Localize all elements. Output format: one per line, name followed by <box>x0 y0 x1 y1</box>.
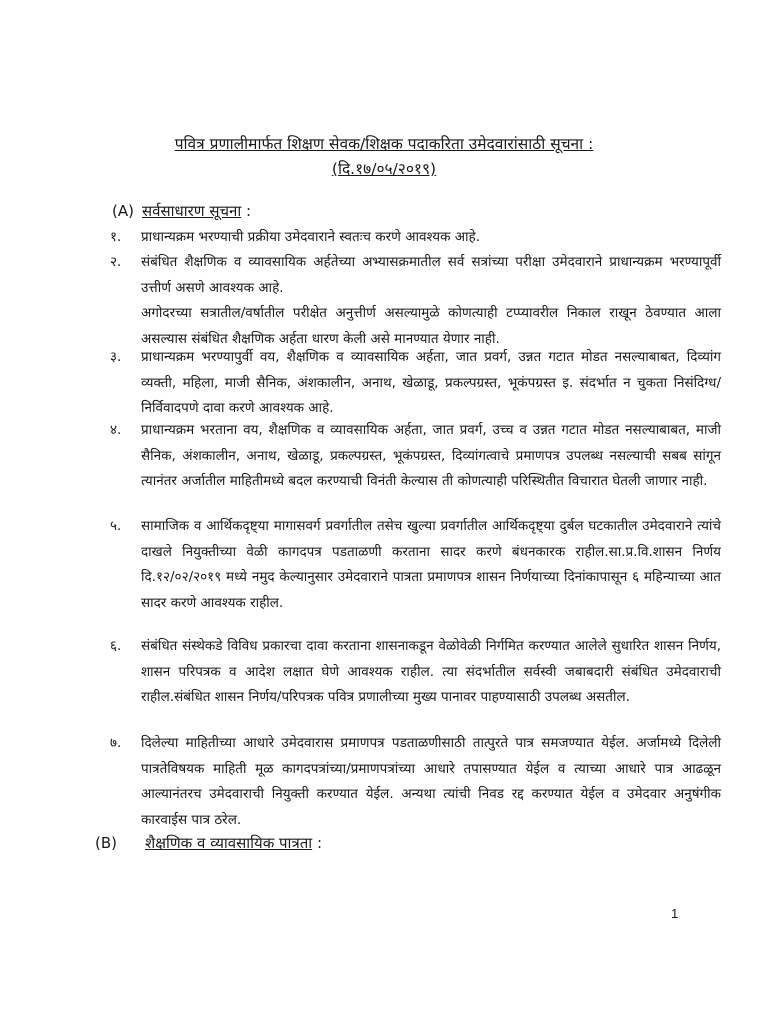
document-title: पवित्र प्रणालीमार्फत शिक्षण सेवक/शिक्षक पदाकरिता उमेदवारांसाठी सूचना : <box>174 135 594 153</box>
section-a-heading: सर्वसाधारण सूचना <box>142 202 242 220</box>
item-number: ३. <box>110 349 122 365</box>
item-number: ७. <box>110 735 122 751</box>
item-number: ६. <box>110 638 122 654</box>
item-text: प्राधान्यक्रम भरण्याची प्रक्रीया उमेदवाराने स्वतःच करणे आवश्यक आहे. <box>141 229 481 245</box>
section-b-letter: (B) <box>95 834 117 852</box>
section-a-colon: : <box>246 202 252 220</box>
item-text: प्राधान्यक्रम भरण्यापुर्वी वय, शैक्षणिक व व्यावसायिक अर्हता, जात प्रवर्ग, उन्नत गटात मोडत नसल्याबाबत, दिव्यांग व्यक्ती, महिला, माजी सैनिक, अंशकालीन, अनाथ, खेळाडू, प्रकल्पग्रस्त, भूकंपग्रस्त इ. संदर्भात न चुकता निसंदिग्ध/निर्विवादपणे दावा करणे आवश्यक आहे. <box>141 349 721 416</box>
section-b-header <box>95 832 695 856</box>
item-number: ५. <box>110 518 122 534</box>
section-b-colon: : <box>316 834 322 852</box>
item-text: संबंधित संस्थेकडे विविध प्रकारचा दावा करताना शासनाकडून वेळोवेळी निर्गमित करण्यात आलेले सुधारित शासन निर्णय, शासन परिपत्रक व आदेश लक्षात घेणे आवश्यक राहील. त्या संदर्भातील सर्वस्वी जबाबदारी संबंधित उमेदवाराची राहील.संबंधित शासन निर्णय/परिपत्रक पवित्र प्रणालीच्या मुख्य पानावर पाहण्यासाठी उपलब्ध असतील. <box>141 638 721 705</box>
item-number: १. <box>110 229 122 245</box>
section-a-letter: (A) <box>112 202 134 220</box>
document-date: (दि.१७/०५/२०१९) <box>331 160 437 178</box>
item-number: ४. <box>110 422 122 438</box>
item-text-continued: अगोदरच्या सत्रातील/वर्षातील परीक्षेत अनुत्तीर्ण असल्यामुळे कोणत्याही टप्प्यावरील निकाल राखून ठेवण्यात आला असल्यास संबंधित शैक्षणिक अर्हता धारण केली असे मानण्यात येणार नाही. <box>141 305 721 347</box>
item-text: संबंधित शैक्षणिक व व्यावसायिक अर्हतेच्या अभ्यासक्रमातील सर्व सत्रांच्या परीक्षा उमेदवाराने प्राधान्यक्रम भरण्यापूर्वी उत्तीर्ण असणे आवश्यक आहे. <box>141 254 721 296</box>
item-text: प्राधान्यक्रम भरताना वय, शैक्षणिक व व्यावसायिक अर्हता, जात प्रवर्ग, उच्च व उन्नत गटात मोडत नसल्याबाबत, माजी सैनिक, अंशकालीन, अनाथ, खेळाडू, प्रकल्पग्रस्त, भूकंपग्रस्त, दिव्यांगत्वाचे प्रमाणपत्र उपलब्ध नसल्याची सबब सांगून त्यानंतर अर्जातील माहितीमध्ये बदल करण्याची विनंती केल्यास ती कोणत्याही परिस्थितीत विचारात घेतली जाणार नाही. <box>141 422 721 489</box>
item-number: २. <box>110 254 122 270</box>
page-number: 1 <box>671 906 679 921</box>
section-a-header <box>112 200 712 224</box>
section-b-heading: शैक्षणिक व व्यावसायिक पात्रता <box>145 834 313 852</box>
item-text: दिलेल्या माहितीच्या आधारे उमेदवारास प्रमाणपत्र पडताळणीसाठी तात्पुरते पात्र समजण्यात येईल. अर्जामध्ये दिलेली पात्रतेविषयक माहिती मूळ कागदपत्रांच्या/प्रमाणपत्रांच्या आधारे तपासण्यात येईल व त्याच्या आधारे पात्र आढळून आल्यानंतरच उमेदवाराची नियुक्ती करण्यात येईल. अन्यथा त्यांची निवड रद्द करण्यात येईल व उमेदवार अनुषंगीक कारवाईस पात्र ठरेल. <box>141 735 721 828</box>
item-text: सामाजिक व आर्थिकदृष्ट्या मागासवर्ग प्रवर्गातील तसेच खुल्या प्रवर्गातील आर्थिकदृष्ट्या दुर्बल घटकातील उमेदवाराने त्यांचे दाखले नियुक्तीच्या वेळी कागदपत्र पडताळणी करताना सादर करणे बंधनकारक राहील.सा.प्र.वि.शासन निर्णय दि.१२/०२/२०१९ मध्ये नमुद केल्यानुसार उमेदवाराने पात्रता प्रमाणपत्र शासन निर्णयाच्या दिनांकापासून ६ महिन्याच्या आत सादर करणे आवश्यक राहील. <box>141 518 721 611</box>
